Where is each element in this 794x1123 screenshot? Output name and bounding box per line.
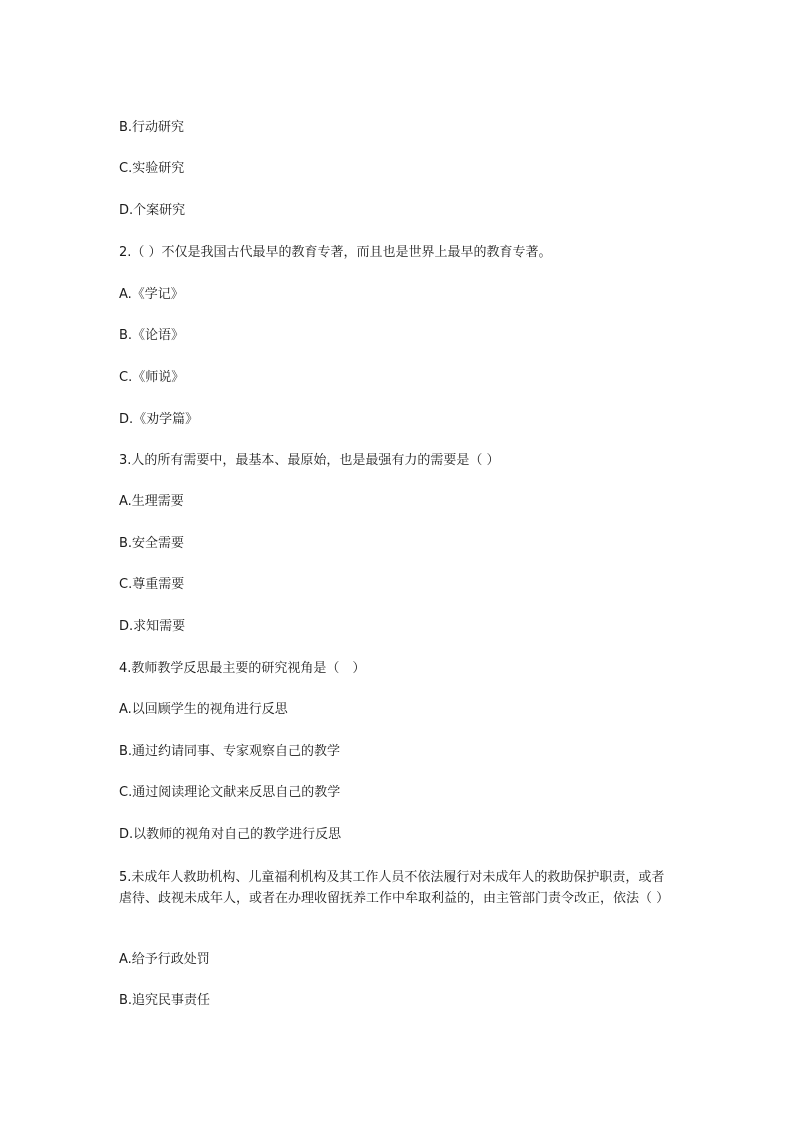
- question-3: 3.人的所有需要中，最基本、最原始，也是最强有力的需要是（ ）: [119, 453, 500, 468]
- option-q4-a: A.以回顾学生的视角进行反思: [119, 702, 288, 717]
- option-q1-d: D.个案研究: [119, 203, 186, 218]
- option-q5-a: A.给予行政处罚: [119, 952, 210, 967]
- option-q4-c: C.通过阅读理论文献来反思自己的教学: [119, 785, 341, 800]
- question-4: 4.教师教学反思最主要的研究视角是（ ）: [119, 661, 366, 676]
- option-q1-b: B.行动研究: [119, 120, 185, 135]
- option-q2-b: B.《论语》: [119, 328, 185, 343]
- option-q1-c: C.实验研究: [119, 161, 185, 176]
- question-5: 5.未成年人救助机构、儿童福利机构及其工作人员不依法履行对未成年人的救助保护职责，或者虐待、歧视未成年人，或者在办理收留抚养工作中牟取利益的，由主管部门责令改正，依法（ ）: [119, 870, 670, 906]
- option-q2-a: A.《学记》: [119, 287, 184, 302]
- option-q2-c: C.《师说》: [119, 370, 185, 385]
- option-q4-d: D.以教师的视角对自己的教学进行反思: [119, 827, 342, 842]
- question-2: 2.（ ）不仅是我国古代最早的教育专著，而且也是世界上最早的教育专著。: [119, 245, 552, 260]
- option-q3-d: D.求知需要: [119, 619, 186, 634]
- option-q2-d: D.《劝学篇》: [119, 412, 199, 427]
- option-q3-c: C.尊重需要: [119, 577, 185, 592]
- option-q4-b: B.通过约请同事、专家观察自己的教学: [119, 744, 341, 759]
- option-q3-a: A.生理需要: [119, 494, 184, 509]
- option-q5-b: B.追究民事责任: [119, 993, 211, 1008]
- option-q3-b: B.安全需要: [119, 536, 185, 551]
